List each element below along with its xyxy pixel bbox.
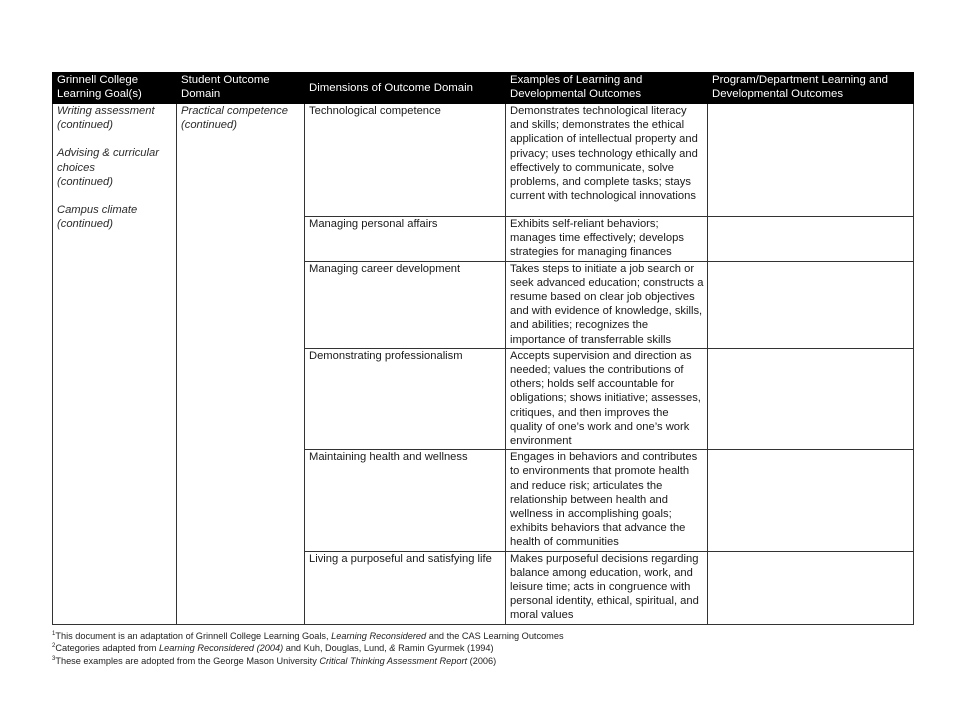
- outcome-domain-cell: [177, 104, 305, 625]
- footnote-ampersand: &: [389, 643, 396, 654]
- example-cell: Demonstrates technological literacy and skills; demonstrates the ethical application of intellectual property and privacy; uses technology ethically and effectively to communicate, solve problems, and complete tasks; stays current with technological innovations: [506, 104, 708, 217]
- example-cell: Engages in behaviors and contributes to environments that promote health and reduce risk; articulates the relationship between health and wellness in accomplishing goals; exhibits behaviors that advance the health of communities: [506, 450, 708, 551]
- footnote-mark: 3: [52, 655, 56, 662]
- dimension-cell: Demonstrating professionalism: [305, 348, 506, 449]
- example-cell: Takes steps to initiate a job search or seek advanced education; constructs a resume based on clear job objectives and with evidence of knowledge, skills, and abilities; recognizes the importance of transferrable skills: [506, 261, 708, 348]
- goal-campus-climate: Campus climate (continued): [57, 204, 138, 231]
- footnote-text: and Kuh, Douglas, Lund,: [283, 643, 390, 654]
- table-row: [53, 104, 914, 217]
- footnote-text: Categories adapted from: [55, 643, 160, 654]
- example-cell: Exhibits self-reliant behaviors; manages time effectively; develops strategies for managing finances: [506, 217, 708, 262]
- dimension-cell: Maintaining health and wellness: [305, 450, 506, 551]
- dimension-cell: Managing career development: [305, 261, 506, 348]
- footnote-text: (2006): [467, 655, 497, 666]
- program-outcome-cell[interactable]: [708, 348, 914, 449]
- footnote-text: Ramin Gyurmek (1994): [395, 643, 494, 654]
- dimension-cell: Technological competence: [305, 104, 506, 217]
- domain-practical-competence: Practical competence (continued): [181, 105, 288, 132]
- footnotes: [52, 630, 913, 668]
- table-header-row: [53, 73, 914, 104]
- example-cell: Makes purposeful decisions regarding balance among education, work, and leisure time; acts in congruence with personal identity, ethical, spiritual, and moral values: [506, 551, 708, 624]
- program-outcome-cell[interactable]: [708, 104, 914, 217]
- goal-advising-curricular: Advising & curricular choices (continued): [57, 147, 159, 188]
- footnote-mark: 1: [52, 630, 56, 637]
- header-outcome-domain: Student Outcome Domain: [177, 73, 305, 104]
- footnote-citation: Learning Reconsidered (2004): [159, 643, 284, 654]
- header-learning-goals: Grinnell College Learning Goal(s): [53, 73, 177, 104]
- header-program-outcomes: Program/Department Learning and Developmental Outcomes: [708, 73, 914, 104]
- program-outcome-cell[interactable]: [708, 450, 914, 551]
- document-page: [52, 72, 913, 667]
- header-examples: Examples of Learning and Developmental Outcomes: [506, 73, 708, 104]
- footnote-text: These examples are adopted from the George Mason University: [55, 655, 320, 666]
- example-cell: Accepts supervision and direction as needed; values the contributions of others; holds self accountable for obligations; shows initiative; assesses, critiques, and then improves the quality of one’s work and one’s work environment: [506, 348, 708, 449]
- program-outcome-cell[interactable]: [708, 217, 914, 262]
- dimension-cell: Living a purposeful and satisfying life: [305, 551, 506, 624]
- header-dimensions: Dimensions of Outcome Domain: [305, 73, 506, 104]
- learning-outcomes-table: [52, 72, 914, 625]
- footnote-2: [52, 642, 913, 655]
- footnote-citation: Learning Reconsidered: [331, 630, 427, 641]
- dimension-cell: Managing personal affairs: [305, 217, 506, 262]
- footnote-text: and the CAS Learning Outcomes: [426, 630, 564, 641]
- footnote-mark: 2: [52, 643, 56, 650]
- goal-writing-assessment: Writing assessment (continued): [57, 105, 155, 132]
- program-outcome-cell[interactable]: [708, 261, 914, 348]
- learning-goals-cell: [53, 104, 177, 625]
- footnote-citation: Critical Thinking Assessment Report: [319, 655, 468, 666]
- program-outcome-cell[interactable]: [708, 551, 914, 624]
- footnote-text: This document is an adaptation of Grinnell College Learning Goals,: [55, 630, 332, 641]
- footnote-3: [52, 655, 913, 668]
- footnote-1: [52, 630, 913, 643]
